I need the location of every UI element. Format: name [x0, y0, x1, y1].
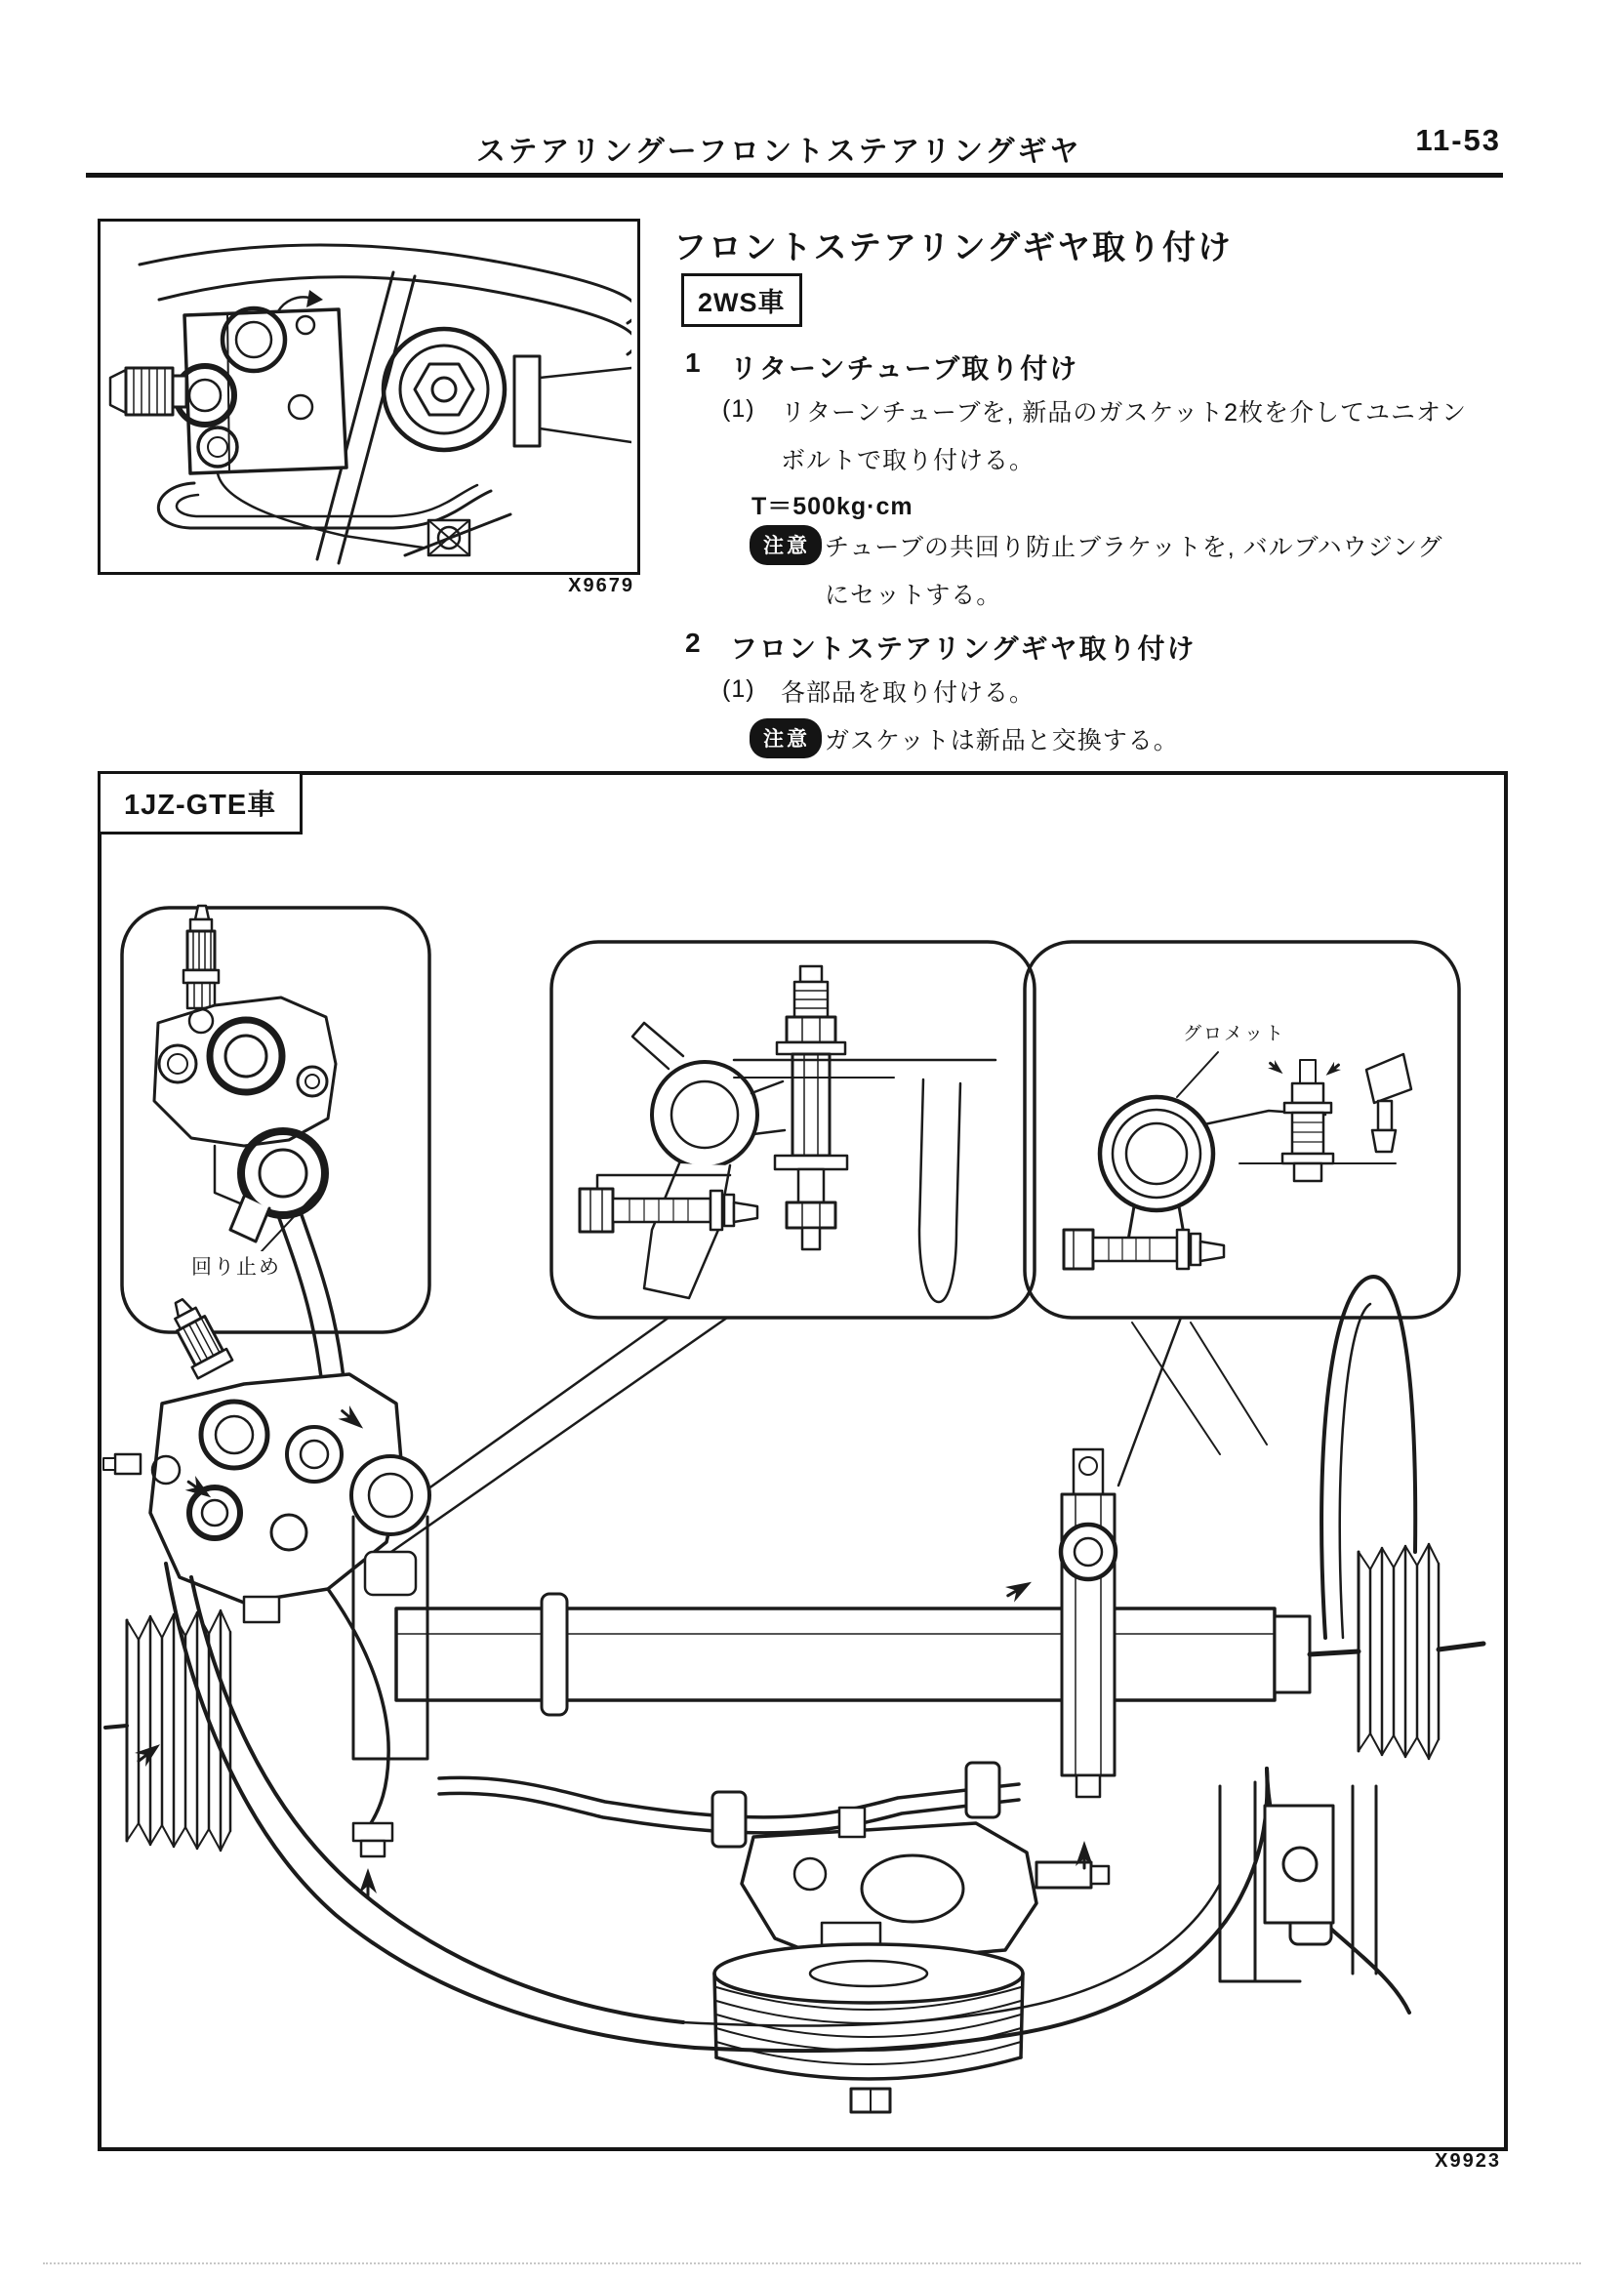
- step2-substep-label: (1): [722, 675, 755, 703]
- main-figure-caption: X9923: [1435, 2150, 1501, 2172]
- page-bottom-scan-edge: [43, 2262, 1581, 2264]
- page-number: 11-53: [1415, 123, 1501, 157]
- top-figure-caption: X9679: [568, 575, 634, 596]
- page-header-title: ステアリングーフロントステアリングギヤ: [476, 136, 1082, 168]
- step1-note-line1: チューブの共回り防止ブラケットを, バルブハウジング: [825, 534, 1443, 561]
- step1-note-line2: にセットする。: [825, 582, 1002, 609]
- top-figure-frame: [98, 219, 640, 575]
- callout-grommet: [1064, 1052, 1411, 1269]
- step1-substep-label: (1): [722, 395, 755, 423]
- note-pill-icon: 注意: [750, 525, 822, 565]
- step1-torque-spec: T＝500kg·cm: [751, 493, 914, 520]
- main-assembly-drawing: [103, 1277, 1483, 2112]
- stopper-label: 回り止め: [191, 1251, 281, 1281]
- note-pill-icon: 注意: [750, 718, 822, 758]
- callout-union-bolt: [580, 966, 995, 1302]
- step1-heading: リターンチューブ取り付け: [730, 353, 1079, 384]
- step2-note-badge: [750, 718, 822, 758]
- step2-heading: フロントステアリングギヤ取り付け: [730, 633, 1197, 664]
- steering-gear-illustration: [101, 222, 631, 566]
- grommet-label: グロメット: [1183, 1019, 1285, 1045]
- step1-substep-line1: リターンチューブを, 新品のガスケット2枚を介してユニオン: [781, 399, 1468, 427]
- step1-substep-line2: ボルトで取り付ける。: [781, 447, 1035, 474]
- header-rule: [86, 173, 1503, 178]
- step2-number: 2: [685, 628, 701, 658]
- variant-badge-1jz-gte: 1JZ-GTE車: [98, 771, 303, 835]
- steering-gear-mounting-diagram: [98, 771, 1500, 2143]
- step2-note-line1: ガスケットは新品と交換する。: [825, 727, 1179, 754]
- step1-number: 1: [685, 347, 701, 378]
- step1-note-badge: [750, 525, 822, 565]
- variant-badge-2ws: 2WS車: [681, 273, 802, 327]
- section-title: フロントステアリングギヤ取り付け: [673, 229, 1233, 266]
- step2-substep-line1: 各部品を取り付ける。: [781, 679, 1035, 707]
